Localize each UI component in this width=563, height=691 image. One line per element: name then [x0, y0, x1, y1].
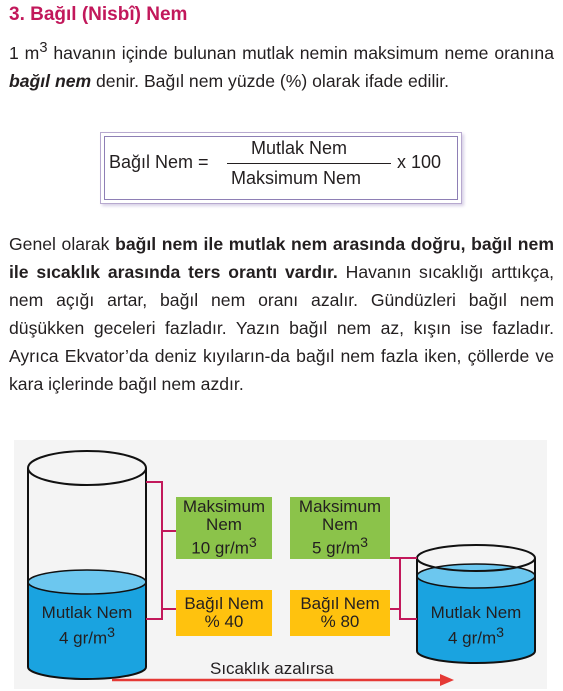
formula-numerator: Mutlak Nem — [251, 138, 348, 158]
explanation-paragraph: Genel olarak bağıl nem ile mutlak nem arasında doğru, bağıl nem ile sıcaklık arasında ters orantı vardır. Havanın sıcaklığı arttıkça, nem açığı artar, bağıl nem oranı azalır. Gündüzleri bağıl nem düşükken geceleri fazladır. Yazın bağıl nem az, kışın ise fazladır. Ayrıca Ekvator’da deniz kıyıların-da bağıl nem fazla iken, çöllerde ve kara içlerinde bağıl nem azdır. — [9, 234, 554, 394]
right-cylinder-label: Mutlak Nem 4 $gr/m^3$ — [430, 603, 522, 648]
formula-box — [100, 132, 462, 204]
left-water-surface — [28, 570, 146, 594]
formula-denominator: Maksimum Nem — [231, 168, 362, 188]
section-heading: 3. Bağıl (Nisbî) Nem — [9, 4, 188, 25]
left-cylinder-top — [28, 451, 146, 485]
left-cylinder-label: Mutlak Nem 4 $gr/m^3$ — [41, 603, 133, 648]
arrow-label: Sıcaklık azalırsa — [210, 659, 334, 678]
humidity-figure — [14, 440, 547, 689]
max-humidity-box-right: Maksimum Nem 5 $gr/m^3$ — [290, 497, 390, 559]
figure-graphics — [14, 440, 547, 689]
relative-humidity-box-right: Bağıl Nem % 80 — [290, 590, 390, 636]
fraction-line — [227, 163, 391, 164]
formula-lhs: Bağıl Nem = — [109, 152, 209, 172]
max-humidity-box-left: Maksimum Nem 10 $gr/m^3$ — [176, 497, 272, 559]
relative-humidity-box-left: Bağıl Nem % 40 — [176, 590, 272, 636]
formula-multiplier: x 100 — [397, 152, 442, 172]
definition-paragraph: 1 $m^3$ havanın içinde bulunan mutlak nemin maksimum neme oranına bağıl nem denir. Bağıl nem yüzde (%) olarak ifade edilir. — [9, 40, 554, 91]
